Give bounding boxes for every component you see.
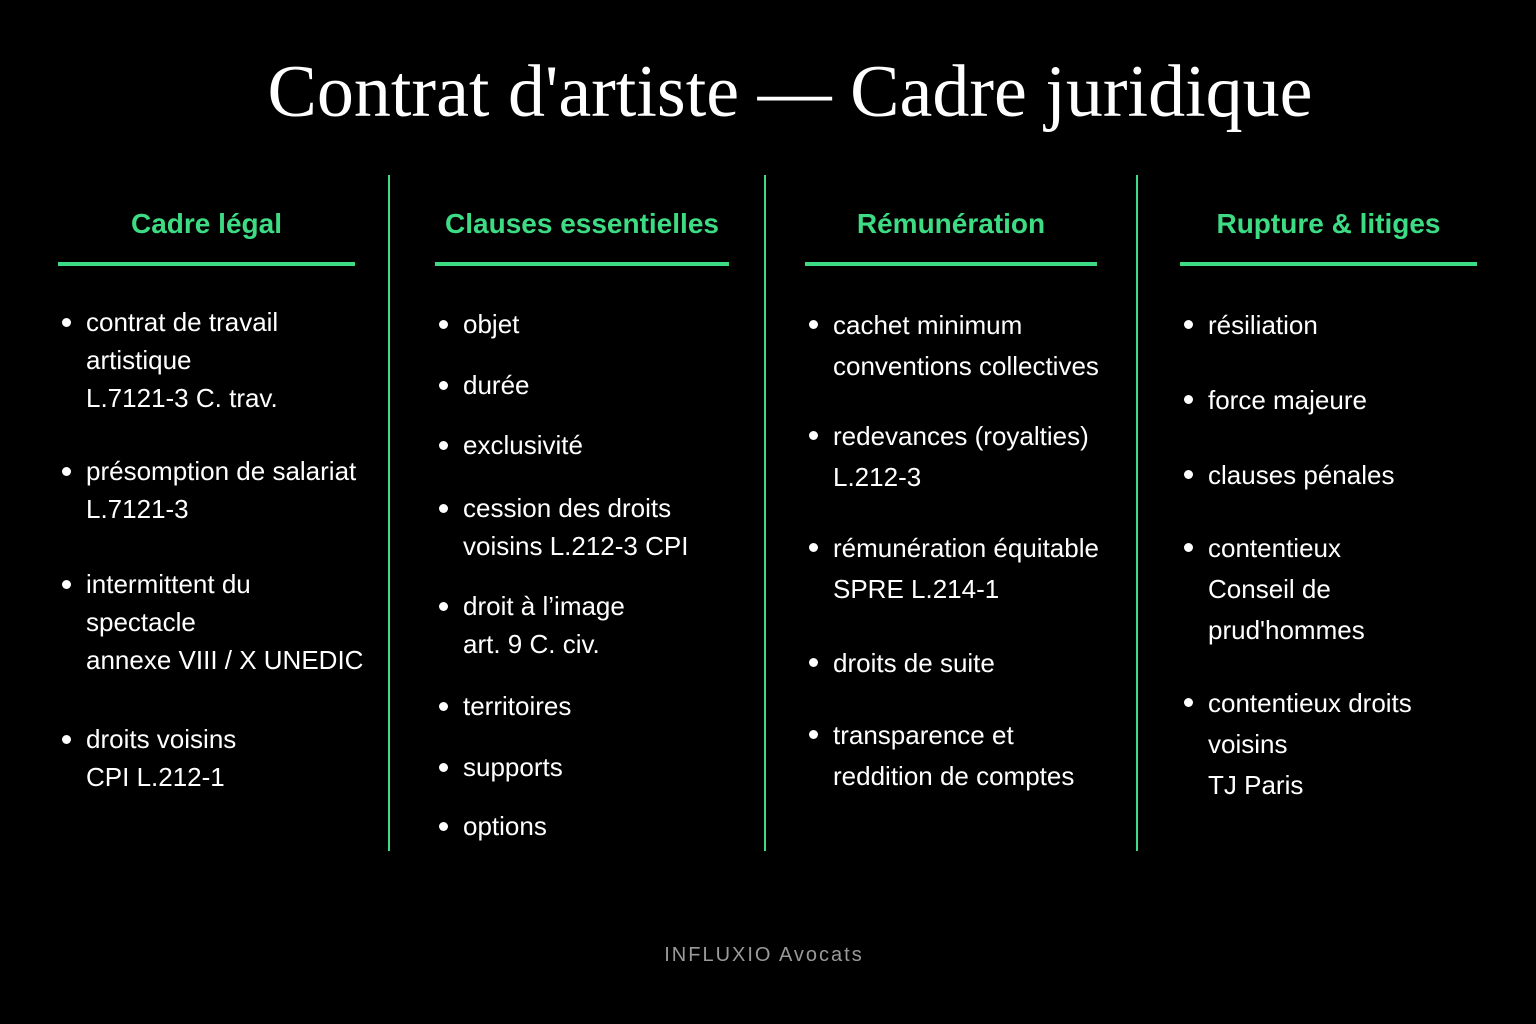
column-title: Clauses essentielles <box>445 208 719 239</box>
bullet-icon <box>439 504 448 513</box>
list-item: force majeure <box>1208 380 1367 421</box>
bullet-icon <box>439 441 448 450</box>
list-item: transparence et reddition de comptes <box>833 715 1074 797</box>
list-item: exclusivité <box>463 426 583 464</box>
list-item: droit à l’image art. 9 C. civ. <box>463 587 625 663</box>
column-title-rule <box>805 262 1097 266</box>
bullet-icon <box>1184 470 1193 479</box>
bullet-icon <box>62 318 71 327</box>
column-divider <box>388 175 390 851</box>
bullet-icon <box>439 702 448 711</box>
list-item: droits de suite <box>833 643 995 684</box>
list-item: intermittent du spectacle annexe VIII / X UNEDIC <box>86 565 363 679</box>
list-item: présomption de salariat L.7121-3 <box>86 452 356 528</box>
bullet-icon <box>1184 543 1193 552</box>
list-item: contentieux Conseil de prud'hommes <box>1208 528 1365 651</box>
column-title: Rémunération <box>856 208 1046 239</box>
column-divider <box>764 175 766 851</box>
column-divider <box>1136 175 1138 851</box>
bullet-icon <box>439 763 448 772</box>
bullet-icon <box>1184 395 1193 404</box>
column-rupture-litiges <box>1180 200 1477 800</box>
bullet-icon <box>809 658 818 667</box>
list-item: durée <box>463 366 530 404</box>
list-item: rémunération équitable SPRE L.214-1 <box>833 528 1099 610</box>
list-item: cachet minimum conventions collectives <box>833 305 1099 387</box>
bullet-icon <box>439 822 448 831</box>
bullet-icon <box>439 381 448 390</box>
bullet-icon <box>809 730 818 739</box>
bullet-icon <box>809 320 818 329</box>
footer-brand: INFLUXIO Avocats <box>664 944 864 966</box>
bullet-icon <box>62 735 71 744</box>
column-title: Rupture & litiges <box>1216 208 1441 239</box>
bullet-icon <box>439 602 448 611</box>
column-title-rule <box>1180 262 1477 266</box>
column-clauses-essentielles <box>435 200 729 841</box>
bullet-icon <box>809 431 818 440</box>
list-item: objet <box>463 305 519 343</box>
column-remuneration <box>805 200 1099 791</box>
column-cadre-legal <box>58 200 364 792</box>
column-title-rule <box>58 262 355 266</box>
list-item: clauses pénales <box>1208 455 1394 496</box>
column-title-rule <box>435 262 729 266</box>
column-title: Cadre légal <box>131 208 282 239</box>
bullet-icon <box>809 543 818 552</box>
bullet-icon <box>62 580 71 589</box>
bullet-icon <box>1184 320 1193 329</box>
list-item: droits voisins CPI L.212-1 <box>86 720 236 796</box>
list-item: contentieux droits voisins TJ Paris <box>1208 683 1412 806</box>
list-item: résiliation <box>1208 305 1318 346</box>
bullet-icon <box>439 320 448 329</box>
bullet-icon <box>62 467 71 476</box>
list-item: redevances (royalties) L.212-3 <box>833 416 1089 498</box>
list-item: supports <box>463 748 563 786</box>
list-item: territoires <box>463 687 571 725</box>
page-title: Contrat d'artiste — Cadre juridique <box>267 51 1313 133</box>
list-item: options <box>463 807 547 845</box>
bullet-icon <box>1184 698 1193 707</box>
list-item: cession des droits voisins L.212-3 CPI <box>463 489 688 565</box>
list-item: contrat de travail artistique L.7121-3 C. trav. <box>86 303 278 417</box>
